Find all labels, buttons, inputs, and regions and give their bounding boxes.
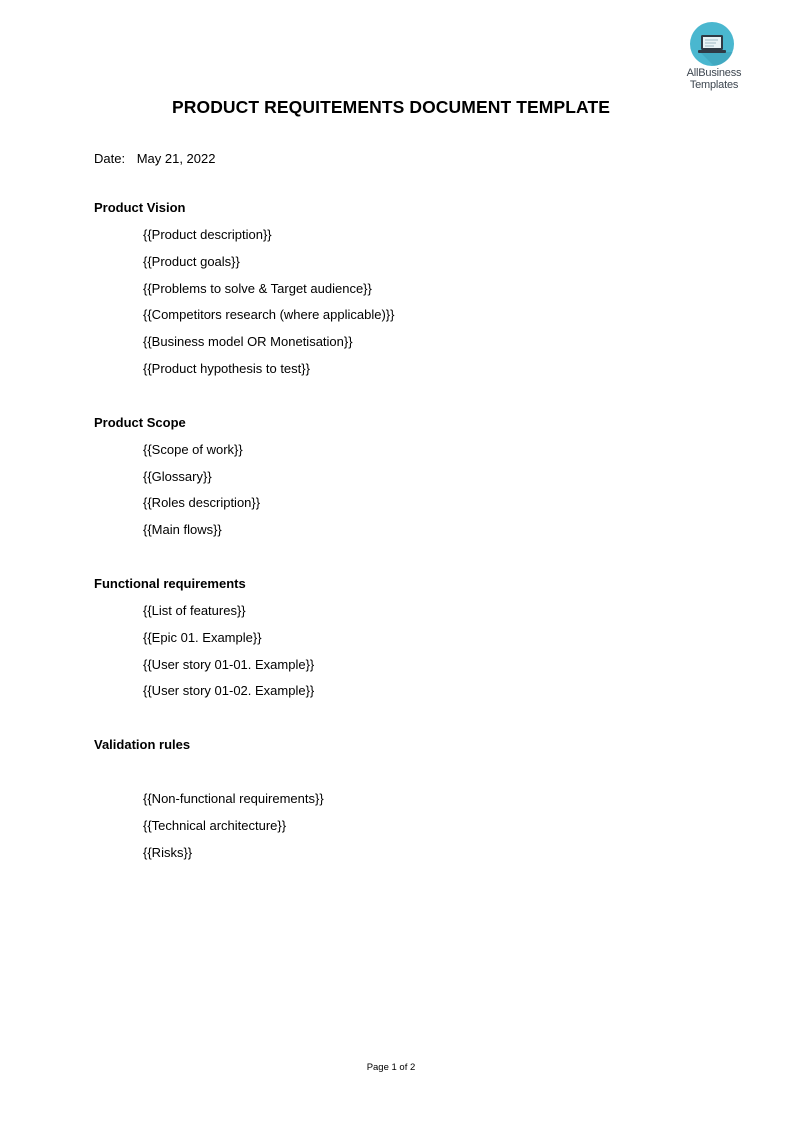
list-item: {{Main flows}} xyxy=(143,522,222,537)
logo-line-2: Templates xyxy=(689,79,739,91)
list-item: {{User story 01-02. Example}} xyxy=(143,683,315,698)
list-item: {{List of features}} xyxy=(143,603,246,618)
allbusiness-templates-logo xyxy=(676,22,752,94)
list-item: {{Product hypothesis to test}} xyxy=(143,361,310,376)
list-item: {{Technical architecture}} xyxy=(143,818,287,833)
section-heading-product-vision: Product Vision xyxy=(94,200,186,215)
section-heading-validation-rules: Validation rules xyxy=(94,737,191,752)
section-heading-functional-requirements: Functional requirements xyxy=(94,576,246,591)
document-title: PRODUCT REQUITEMENTS DOCUMENT TEMPLATE xyxy=(171,97,611,117)
list-item: {{Risks}} xyxy=(143,845,193,860)
list-item: {{Non-functional requirements}} xyxy=(143,791,324,806)
logo-line-1: AllBusiness xyxy=(686,67,742,79)
page-number: Page 1 of 2 xyxy=(366,1062,416,1073)
list-item: {{Scope of work}} xyxy=(143,442,243,457)
list-item: {{Product goals}} xyxy=(143,254,240,269)
list-item: {{Problems to solve & Target audience}} xyxy=(143,281,372,296)
logo-text xyxy=(676,67,752,91)
list-item: {{Business model OR Monetisation}} xyxy=(143,334,353,349)
list-item: {{Product description}} xyxy=(143,227,272,242)
laptop-icon xyxy=(690,22,734,66)
section-heading-product-scope: Product Scope xyxy=(94,415,186,430)
list-item: {{Glossary}} xyxy=(143,469,212,484)
list-item: {{Epic 01. Example}} xyxy=(143,630,262,645)
date-line xyxy=(94,151,215,166)
list-item: {{Roles description}} xyxy=(143,495,261,510)
list-item: {{Competitors research (where applicable)}} xyxy=(143,307,395,322)
list-item: {{User story 01-01. Example}} xyxy=(143,657,315,672)
logo-badge xyxy=(690,22,734,66)
date-value: May 21, 2022 xyxy=(136,151,216,166)
date-label: Date: xyxy=(94,151,126,166)
